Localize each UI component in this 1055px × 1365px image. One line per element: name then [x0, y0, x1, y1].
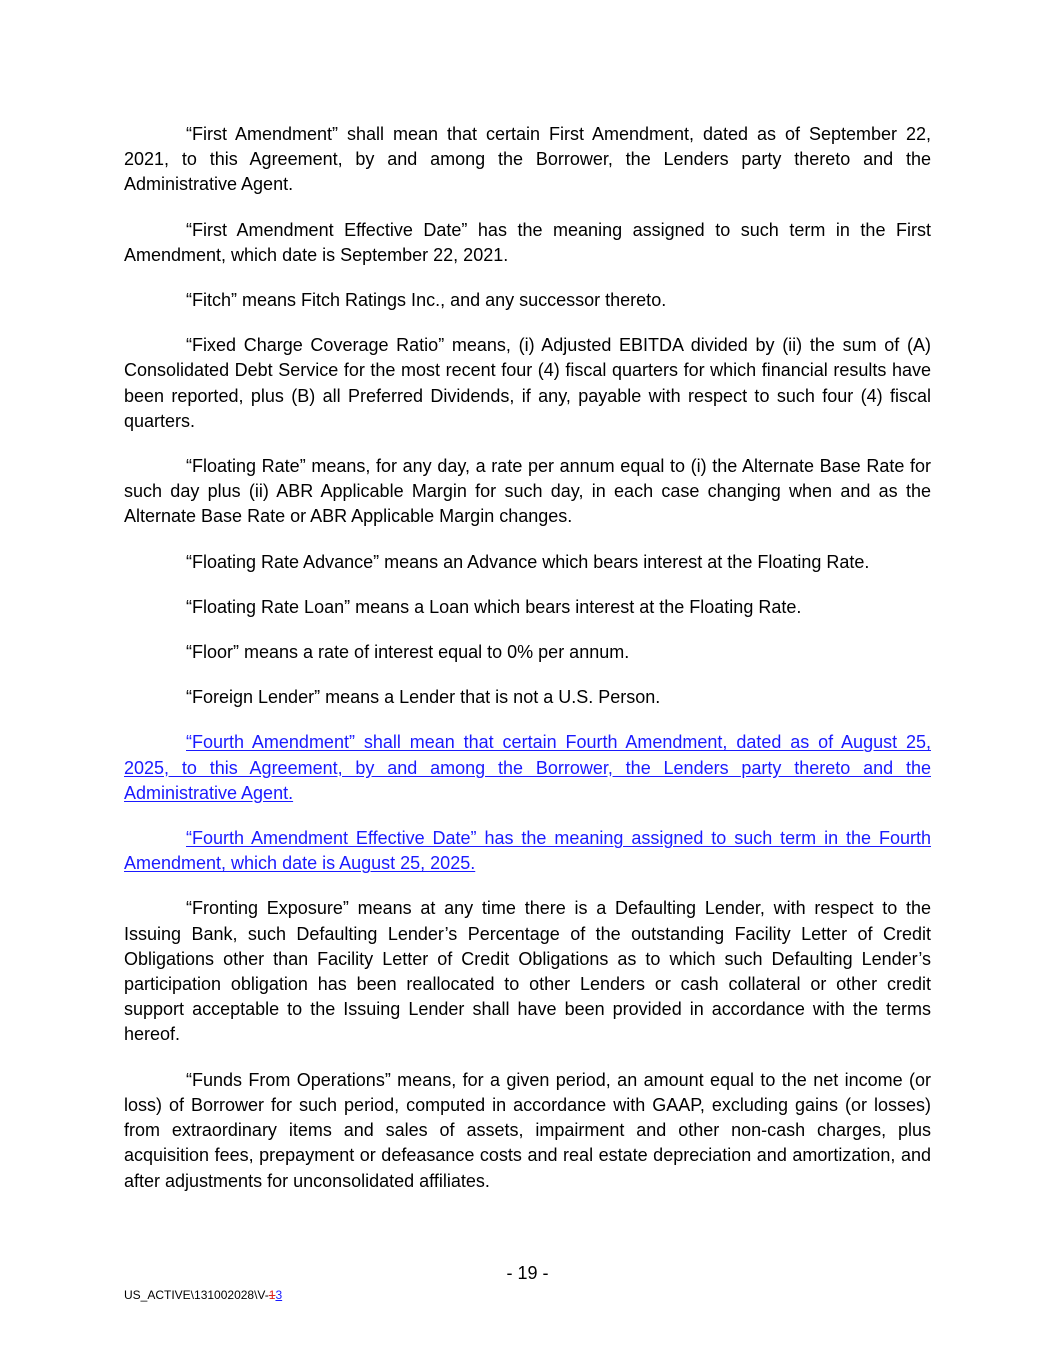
page-number: - 19 -	[506, 1263, 549, 1283]
definition-foreign-lender: “Foreign Lender” means a Lender that is not a U.S. Person.	[186, 687, 661, 708]
definition-floating-rate: “Floating Rate” means, for any day, a rate per annum equal to (i) the Alternate Base Rate for such day plus (ii) ABR Applicable Margin for such day, in each case changing when and as the Alternate Base Rate or ABR Applicable Margin changes.	[124, 456, 931, 527]
definition-floating-rate-loan: “Floating Rate Loan” means a Loan which bears interest at the Floating Rate.	[186, 596, 802, 617]
definition-fourth-amendment-effective-date-inserted: “Fourth Amendment Effective Date” has the meaning assigned to such term in the Fourth Amendment, which date is August 25, 2025.	[124, 828, 931, 874]
definition-funds-from-operations: “Funds From Operations” means, for a given period, an amount equal to the net income (or loss) of Borrower for such period, computed in accordance with GAAP, excluding gains (or losses) from extraordinary items and sales of assets, impairment and other non-cash charges, plus acquisition fees, prepayment or defeasance costs and real estate depreciation and amortization, and after adjustments for unconsolidated affiliates.	[124, 1069, 931, 1191]
definition-floor: “Floor” means a rate of interest equal to 0% per annum.	[186, 642, 630, 663]
doc-id-prefix: US_ACTIVE\131002028\V-	[124, 1288, 269, 1302]
document-body	[124, 122, 931, 1214]
definition-fitch: “Fitch” means Fitch Ratings Inc., and any successor thereto.	[186, 290, 667, 311]
definition-floating-rate-advance: “Floating Rate Advance” means an Advance which bears interest at the Floating Rate.	[186, 551, 870, 572]
document-id-footer	[124, 1287, 282, 1303]
definition-first-amendment: “First Amendment” shall mean that certain First Amendment, dated as of September 22, 2021, to this Agreement, by and among the Borrower, the Lenders party thereto and the Administrative Agent.	[124, 124, 931, 195]
doc-id-deleted-version: 1	[268, 1288, 276, 1302]
doc-id-added-version: 3	[275, 1288, 283, 1302]
definition-fixed-charge-coverage-ratio: “Fixed Charge Coverage Ratio” means, (i) Adjusted EBITDA divided by (ii) the sum of (A) Consolidated Debt Service for the most recent four (4) fiscal quarters for which financial results have been reported, plus (B) all Preferred Dividends, if any, payable with respect to such four (4) fiscal quarters.	[124, 335, 931, 431]
definition-fourth-amendment-inserted: “Fourth Amendment” shall mean that certain Fourth Amendment, dated as of August 25, 2025, to this Agreement, by and among the Borrower, the Lenders party thereto and the Administrative Agent.	[124, 732, 931, 803]
definition-fronting-exposure: “Fronting Exposure” means at any time there is a Defaulting Lender, with respect to the Issuing Bank, such Defaulting Lender’s Percentage of the outstanding Facility Letter of Credit Obligations other than Facility Letter of Credit Obligations as to which such Defaulting Lender’s participation obligation has been reallocated to other Lenders or cash collateral or other credit support acceptable to the Issuing Lender shall have been provided in accordance with the terms hereof.	[124, 898, 931, 1045]
definition-first-amendment-effective-date: “First Amendment Effective Date” has the meaning assigned to such term in the First Amendment, which date is September 22, 2021.	[124, 219, 931, 265]
